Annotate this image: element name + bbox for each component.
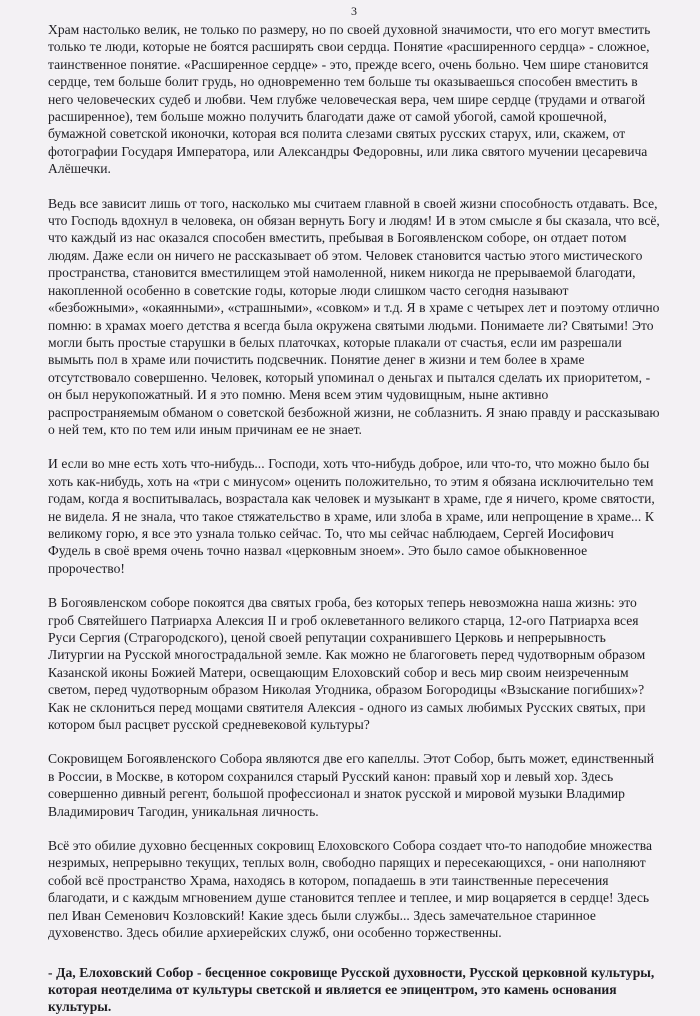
page-number: 3: [351, 4, 357, 18]
paragraph-4: В Богоявленском соборе покоятся два святых гроба, без которых теперь невозможна наша жизнь: это гроб Святейшего Патриарха Алексия II и гроб оклеветанного великого старца, 12-ого Патриарха всея Руси Сергия (Страгородского), ценой своей репутации сохранившего Церковь и непрерывность Литургии на Русской многострадальной земле. Как можно не благоговеть перед чудотворным образом Казанской иконы Божией Матери, освещающим Елоховский собор и весь мир своим неизреченным светом, перед чудотворным образом Николая Угодника, образом Богородицы «Взыскание погибших»? Как не склониться перед мощами святителя Алексия - одного из самых любимых Русских святых, при котором был расцвет русской средневековой культуры?: [48, 595, 646, 733]
paragraph-6: Всё это обилие духовно бесценных сокровищ Елоховского Собора создает что-то наподобие множества незримых, непрерывно текущих, теплых волн, свободно парящих и пересекающихся, - они наполняют собой всё пространство Храма, находясь в котором, попадаешь в эти таинственные пересечения благодати, и с каждым мгновением душе становится теплее и теплее, и мир воцаряется в сердце! Здесь пел Иван Семенович Козловский! Какие здесь были службы... Здесь замечательное старинное духовенство. Здесь обилие архиерейских служб, они особенно торжественны.: [48, 838, 653, 941]
closing-statement: - Да, Елоховский Собор - бесценное сокровище Русской духовности, Русской церковной культуры, которая неотделима от культуры светской и является ее эпицентром, это камень основания культуры.: [48, 964, 655, 1015]
paragraph-5: Сокровищем Богоявленского Собора являются две его капеллы. Этот Собор, быть может, единственный в России, в Москве, в котором сохранился старый Русский канон: правый хор и левый хор. Здесь совершенно дивный регент, большой профессионал и знаток русской и мировой музыки Владимир Владимирович Тагодин, уникальная личность.: [48, 751, 655, 819]
paragraph-2: Ведь все зависит лишь от того, насколько мы считаем главной в своей жизни способность отдавать. Все, что Господь вдохнул в человека, он обязан вернуть Богу и людям! И в этом смысле я бы сказала, что всё, что каждый из нас оказался способен вместить, пребывая в Богоявленском соборе, он отдает потом людям. Даже если он ничего не рассказывает об этом. Человек становится частью этого мистического пространства, становится вместилищем этой намоленной, никем никогда не прерываемой благодати, накопленной особенно в советские годы, которые люди слишком часто сегодня называют «безбожными», «окаянными», «страшными», «совком» и т.д. Я в храме с четырех лет и поэтому отлично помню: в храмах моего детства я всегда была окружена святыми людьми. Понимаете ли? Святыми! Это могли быть простые старушки в белых платочках, которые плакали от счастья, если им разрешали вымыть пол в храме или почистить подсвечник. Понятие денег в жизни и тем более в храме отсутствовало совершенно. Человек, который упоминал о деньгах и пытался сделать их приоритетом, - он был нерукопожатный. И я это помню. Меня всем этим чудовищным, ныне активно распространяемым обманом о советской безбожной жизни, не соблазнить. Я знаю правду и рассказываю о ней тем, кто по тем или иным причинам ее не знает.: [48, 195, 660, 437]
paragraph-1: Храм настолько велик, не только по размеру, но по своей духовной значимости, что его могут вместить только те люди, которые не боятся расширять свои сердца. Понятие «расширенного сердца» - сложное, таинственное понятие. «Расширенное сердце» - это, прежде всего, очень больно. Чем шире становится сердце, тем больше болит грудь, но одновременно тем больше ты оказываешься способен вместить в него человеческих судеб и любви. Чем глубже человеческая вера, чем шире сердце (трудами и отвагой расширенное), тем больше можно получить благодати даже от самой убогой, самой крошечной, бумажной советской иконочки, которая вся полита слезами святых русских старух, или, скажем, от фотографии Государя Императора, или Александры Федоровны, или лика святого мучении цесаревича Алёшечки.: [48, 22, 651, 177]
paragraph-3: И если во мне есть хоть что-нибудь... Господи, хоть что-нибудь доброе, или что-то, что можно было бы хоть как-нибудь, хоть на «три с минусом» оценить положительно, то этим я обязана исключительно тем годам, когда я воспитывалась, возрастала как человек и музыкант в храме, где я ничего, кроме святости, не видела. Я не знала, что такое стяжательство в храме, или злоба в храме, или непрощение в храме... К великому горю, я все это узнала только сейчас. То, что мы сейчас наблюдаем, Сергей Иосифович Фудель в своё время очень точно назвал «церковным зноем». Это было самое обыкновенное пророчество!: [48, 456, 655, 576]
document-body: [48, 21, 660, 1016]
